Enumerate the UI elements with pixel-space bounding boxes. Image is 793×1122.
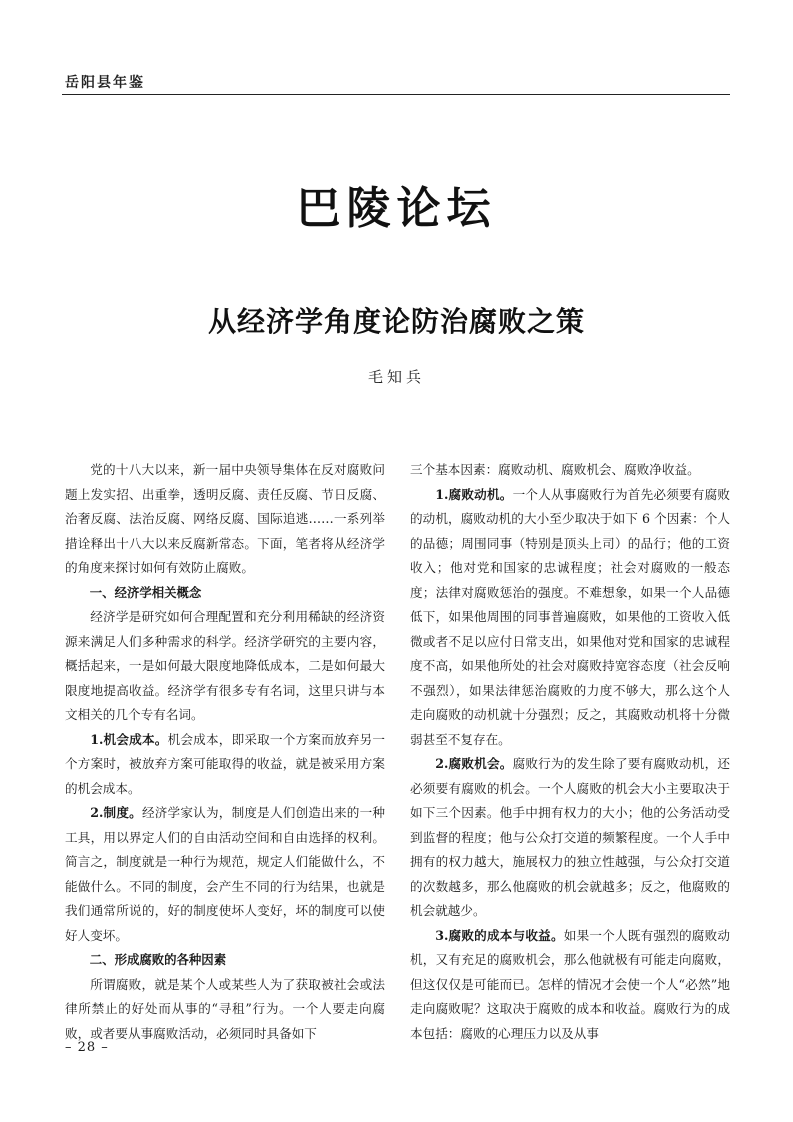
opportunity-text: 腐败行为的发生除了要有腐败动机，还必须要有腐败的机会。一个人腐败的机会大小主要取决于如下三个因素。他手中拥有权力的大小；他的公务活动受到监督的程度；他与公众打交道的频繁程度。一个人手中拥有的权力越大，施展权力的独立性越强，与公众打交道的次数越多，那么他腐败的机会就越多；反之，他腐败的机会就越少。 — [410, 756, 730, 918]
page-number: – 28 – — [65, 1040, 109, 1055]
motive-paragraph — [410, 483, 730, 753]
motive-term: 1.腐败动机。 — [435, 486, 513, 502]
institution-paragraph — [65, 801, 385, 948]
section-title: 巴陵论坛 — [296, 183, 497, 234]
continued-paragraph: 三个基本因素：腐败动机、腐败机会、腐败净收益。 — [410, 462, 700, 477]
opportunity-paragraph — [410, 752, 730, 924]
institution-text: 经济学家认为，制度是人们创造出来的一种工具，用以界定人们的自由活动空间和自由选择的权利。简言之，制度就是一种行为规范，规定人们能做什么，不能做什么。不同的制度，会产生不同的行为结果，也就是我们通常所说的，好的制度使坏人变好，坏的制度可以使好人变坏。 — [65, 805, 385, 943]
cost-benefit-text: 如果一个人既有强烈的腐败动机，又有充足的腐败机会，那么他就极有可能走向腐败，但这仅仅是可能而已。怎样的情况才会使一个人“必然”地走向腐败呢？这取决于腐败的成本和收益。腐败行为的成本包括：腐败的心理压力以及从事 — [410, 927, 731, 1041]
opportunity-cost-term: 1.机会成本。 — [90, 731, 168, 747]
economics-definition-paragraph: 经济学是研究如何合理配置和充分利用稀缺的经济资源来满足人们多种需求的科学。经济学研究的主要内容，概括起来，一是如何最大限度地降低成本，二是如何最大限度地提高收益。经济学有很多专有名词，这里只讲与本文相关的几个专有名词。 — [65, 609, 385, 722]
motive-text: 一个人从事腐败行为首先必须要有腐败的动机，腐败动机的大小至少取决于如下 6 个因素：个人的品德；周围同事（特别是顶头上司）的品行；他的工资收入；他对党和国家的忠诚程度；社会对腐败的一般态度；法律对腐败惩治的强度。不难想象，如果一个人品德低下，如果他周围的同事普遍腐败，如果他的工资收入低微或者不足以应付日常支出，如果他对党和国家的忠诚程度不高，如果他所处的社会对腐败持宽容态度（社会反响不强烈），如果法律惩治腐败的力度不够大，那么这个人走向腐败的动机就十分强烈；反之，其腐败动机将十分微弱甚至不复存在。 — [410, 486, 730, 747]
heading-economic-concepts: 一、经济学相关概念 — [89, 584, 202, 600]
author-name: 毛知兵 — [367, 368, 425, 386]
intro-paragraph: 党的十八大以来，新一届中央领导集体在反对腐败问题上发实招、出重拳，透明反腐、责任反腐、节日反腐、治奢反腐、法治反腐、网络反腐、国际追逃……一系列举措诠释出十八大以来反腐新常态。下面，笔者将从经济学的角度来探讨如何有效防止腐败。 — [65, 462, 385, 575]
running-header: 岳阳县年鉴 — [65, 75, 145, 91]
opportunity-cost-paragraph — [65, 728, 385, 802]
opportunity-cost-text: 机会成本，即采取一个方案而放弃另一个方案时，被放弃方案可能取得的收益，就是被采用方案的机会成本。 — [65, 731, 385, 796]
right-column — [410, 458, 730, 1046]
opportunity-term: 2.腐败机会。 — [435, 756, 513, 771]
heading-corruption-factors: 二、形成腐败的各种因素 — [89, 952, 227, 967]
cost-benefit-term: 3.腐败的成本与收益。 — [435, 927, 564, 943]
institution-term: 2.制度。 — [90, 805, 142, 820]
header-rule — [62, 94, 730, 95]
article-title: 从经济学角度论防治腐败之策 — [207, 305, 585, 338]
corruption-definition-paragraph: 所谓腐败，就是某个人或某些人为了获取被社会或法律所禁止的好处而从事的“寻租”行为。一个人要走向腐败，或者要从事腐败活动，必须同时具备如下 — [65, 976, 385, 1041]
left-column — [65, 458, 385, 1046]
cost-benefit-paragraph — [410, 924, 730, 1047]
